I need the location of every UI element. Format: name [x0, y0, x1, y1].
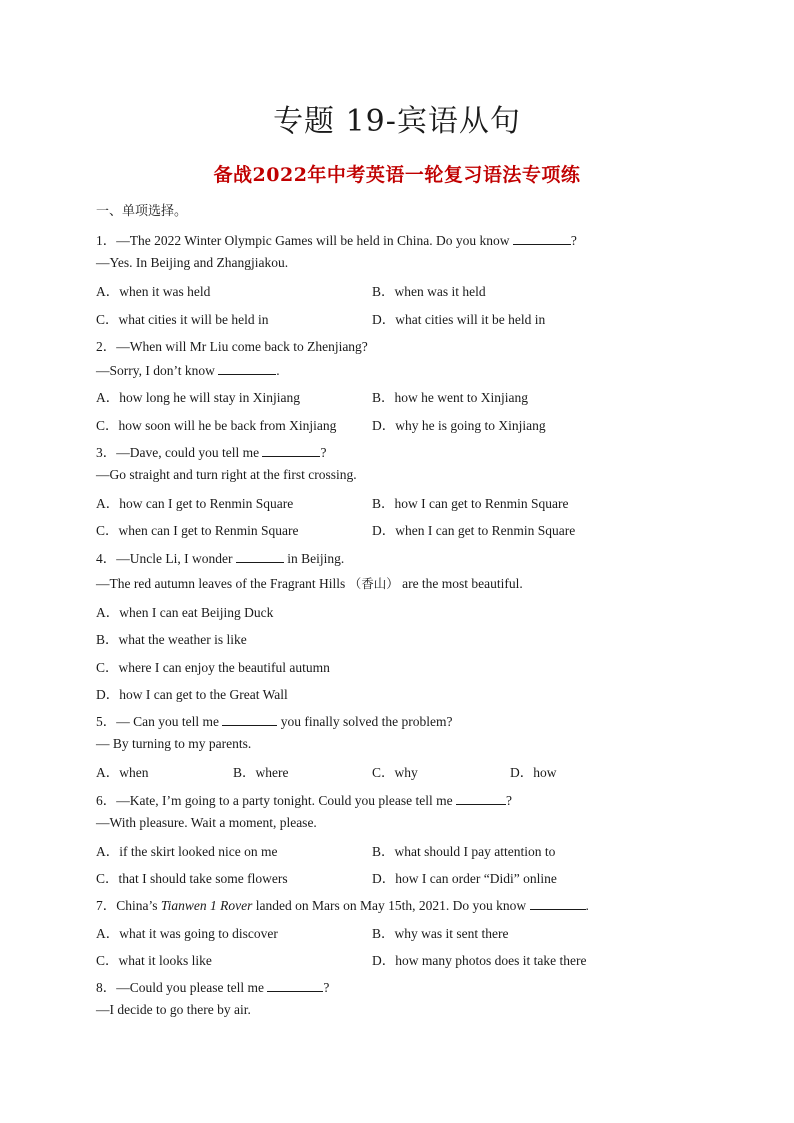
- question-7-option-a: A．what it was going to discover: [96, 926, 278, 941]
- question-text-end: ?: [570, 233, 577, 248]
- reply-text-end: are the most beautiful.: [402, 576, 523, 591]
- reply-text: —Sorry, I don’t know: [96, 363, 215, 378]
- question-text: 4．—Uncle Li, I wonder: [96, 551, 233, 566]
- question-3-option-c: C．when can I get to Renmin Square: [96, 523, 299, 538]
- question-8-reply: —I decide to go there by air.: [96, 1002, 251, 1017]
- question-6-option-d: D．how I can order “Didi” online: [372, 871, 557, 886]
- question-6-reply: —With pleasure. Wait a moment, please.: [96, 815, 317, 830]
- question-text-end: ?: [323, 980, 330, 995]
- question-3-reply: —Go straight and turn right at the first crossing.: [96, 467, 357, 482]
- page-title: 专题 19-宾语从句: [273, 104, 521, 139]
- question-4-option-a: A．when I can eat Beijing Duck: [96, 605, 274, 620]
- question-4-option-d: D．how I can get to the Great Wall: [96, 687, 288, 702]
- question-text-end: ?: [505, 793, 512, 808]
- question-text-cont: landed on Mars on May 15th, 2021. Do you know: [255, 898, 527, 913]
- question-2-option-a: A．how long he will stay in Xinjiang: [96, 390, 300, 405]
- question-2-option-c: C．how soon will he be back from Xinjiang: [96, 418, 337, 433]
- question-text: 3．—Dave, could you tell me: [96, 445, 260, 460]
- question-6-option-c: C．that I should take some flowers: [96, 871, 288, 886]
- question-2-reply: [96, 361, 280, 379]
- question-5-option-a: A．when: [96, 765, 149, 780]
- question-6-stem: [96, 789, 512, 809]
- question-4-option-b: B．what the weather is like: [96, 632, 247, 647]
- question-6-option-a: A．if the skirt looked nice on me: [96, 844, 278, 859]
- question-5-option-d: D．how: [510, 765, 557, 780]
- question-1-stem: [96, 229, 577, 249]
- question-7-stem: [96, 894, 589, 914]
- question-text: 1．—The 2022 Winter Olympic Games will be held in China. Do you know: [96, 233, 510, 248]
- question-4-reply: [96, 574, 523, 592]
- question-text: 7．China’s: [96, 898, 158, 913]
- question-2-stem: 2．—When will Mr Liu come back to Zhenjiang?: [96, 339, 368, 354]
- question-text-end: in Beijing.: [287, 551, 345, 566]
- question-3-option-b: B．how I can get to Renmin Square: [372, 496, 569, 511]
- question-1-option-b: B．when was it held: [372, 284, 486, 299]
- question-italic-name: Tianwen 1 Rover: [160, 898, 253, 913]
- answer-blank: [222, 712, 277, 726]
- reply-text-end: .: [276, 363, 280, 378]
- question-2-option-b: B．how he went to Xinjiang: [372, 390, 528, 405]
- question-3-stem: [96, 441, 326, 461]
- answer-blank: [267, 978, 323, 992]
- question-5-option-c: C．why: [372, 765, 418, 780]
- answer-blank: [530, 896, 586, 910]
- question-6-option-b: B．what should I pay attention to: [372, 844, 556, 859]
- question-7-option-b: B．why was it sent there: [372, 926, 509, 941]
- question-2-option-d: D．why he is going to Xinjiang: [372, 418, 546, 433]
- question-text: 6．—Kate, I’m going to a party tonight. Could you please tell me: [96, 793, 453, 808]
- question-text: 8．—Could you please tell me: [96, 980, 264, 995]
- reply-chinese-note: （香山）: [348, 576, 399, 591]
- reply-text: —The red autumn leaves of the Fragrant Hills: [96, 576, 346, 591]
- question-4-stem: [96, 547, 344, 567]
- question-1-option-d: D．what cities will it be held in: [372, 312, 546, 327]
- question-5-stem: [96, 710, 452, 730]
- question-text-end: you finally solved the problem?: [280, 714, 453, 729]
- question-3-option-d: D．when I can get to Renmin Square: [372, 523, 576, 538]
- answer-blank: [218, 361, 276, 375]
- question-3-option-a: A．how can I get to Renmin Square: [96, 496, 294, 511]
- question-1-option-c: C．what cities it will be held in: [96, 312, 269, 327]
- answer-blank: [456, 791, 506, 805]
- question-5-reply: — By turning to my parents.: [96, 736, 252, 751]
- question-text: 5．— Can you tell me: [96, 714, 219, 729]
- question-1-reply: —Yes. In Beijing and Zhangjiakou.: [96, 255, 289, 270]
- question-8-stem: [96, 976, 329, 996]
- question-7-option-c: C．what it looks like: [96, 953, 212, 968]
- page-subtitle: 备战2022年中考英语一轮复习语法专项练: [213, 164, 581, 186]
- question-4-option-c: C．where I can enjoy the beautiful autumn: [96, 660, 330, 675]
- question-text-end: .: [585, 898, 589, 913]
- answer-blank: [262, 443, 320, 457]
- section-heading: 一、单项选择。: [96, 204, 188, 219]
- question-7-option-d: D．how many photos does it take there: [372, 953, 587, 968]
- answer-blank: [513, 231, 571, 245]
- question-5-option-b: B．where: [233, 765, 289, 780]
- answer-blank: [236, 549, 284, 563]
- question-text-end: ?: [320, 445, 327, 460]
- question-1-option-a: A．when it was held: [96, 284, 211, 299]
